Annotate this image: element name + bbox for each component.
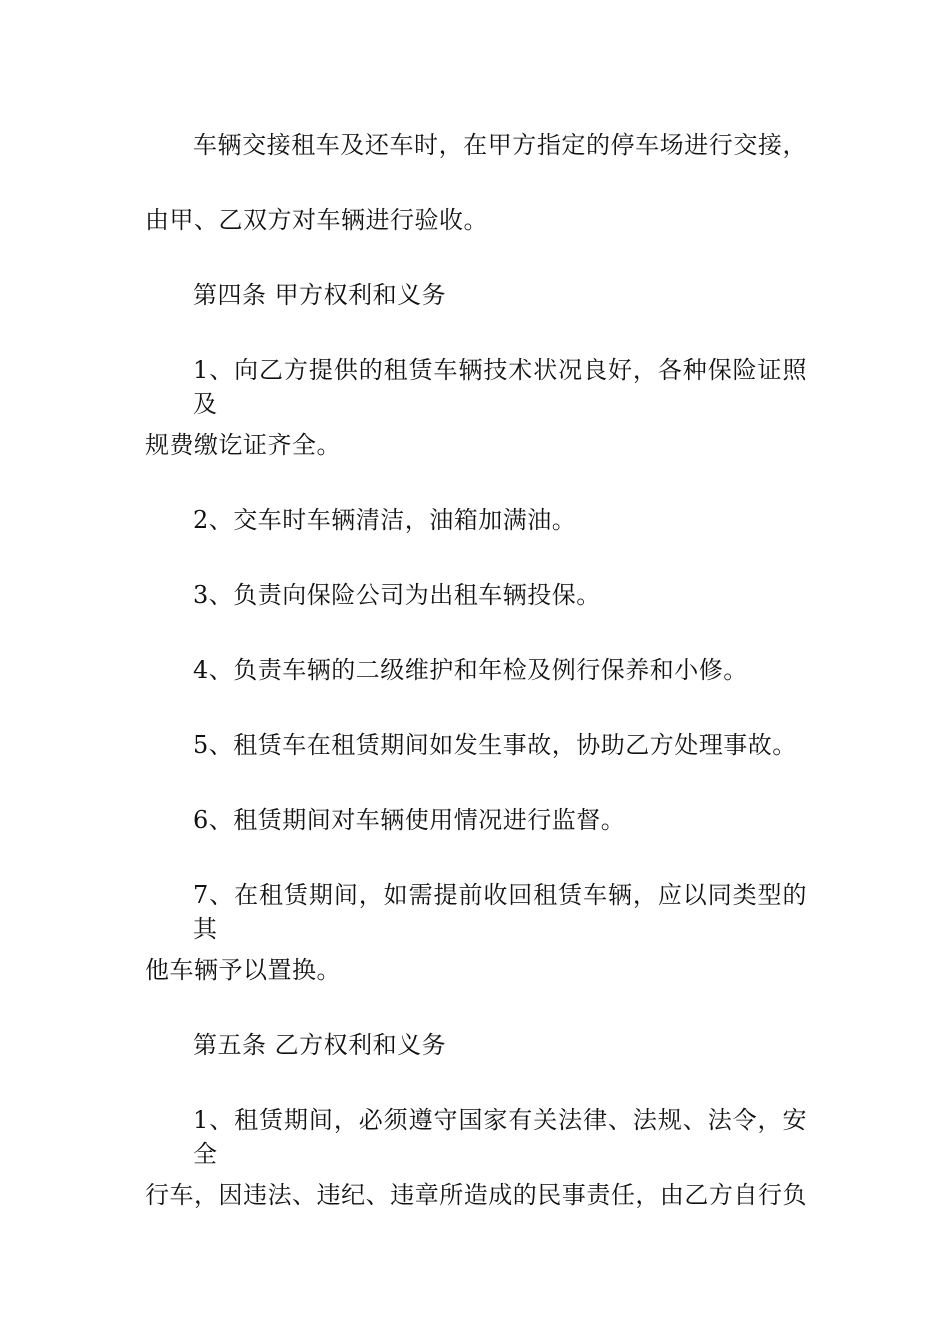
list-item-line-a5-1: 1、租赁期间，必须遵守国家有关法律、法规、法令，安全 — [193, 1106, 807, 1168]
section-heading-article-4: 第四条 甲方权利和义务 — [193, 281, 447, 309]
list-item-line-a4-4: 4、负责车辆的二级维护和年检及例行保养和小修。 — [193, 656, 748, 684]
list-item-line-a4-5: 5、租赁车在租赁期间如发生事故，协助乙方处理事故。 — [193, 731, 797, 759]
paragraph-line-vehicle-handover: 车辆交接租车及还车时，在甲方指定的停车场进行交接， — [193, 131, 807, 159]
paragraph-line-vehicle-handover-cont: 由甲、乙双方对车辆进行验收。 — [145, 206, 488, 234]
section-heading-article-5: 第五条 乙方权利和义务 — [193, 1031, 447, 1059]
list-item-line-a4-6: 6、租赁期间对车辆使用情况进行监督。 — [193, 806, 626, 834]
list-item-line-a4-3: 3、负责向保险公司为出租车辆投保。 — [193, 581, 601, 609]
list-item-line-a4-7: 7、在租赁期间，如需提前收回租赁车辆，应以同类型的其 — [193, 881, 807, 943]
list-item-line-a4-7-cont: 他车辆予以置换。 — [145, 956, 341, 984]
list-item-line-a4-2: 2、交车时车辆清洁，油箱加满油。 — [193, 506, 577, 534]
list-item-line-a4-1: 1、向乙方提供的租赁车辆技术状况良好，各种保险证照及 — [193, 356, 807, 418]
document-body — [145, 128, 807, 1253]
list-item-line-a5-1-cont: 行车，因违法、违纪、违章所造成的民事责任，由乙方自行负 — [145, 1181, 807, 1209]
list-item-line-a4-1-cont: 规费缴讫证齐全。 — [145, 431, 341, 459]
